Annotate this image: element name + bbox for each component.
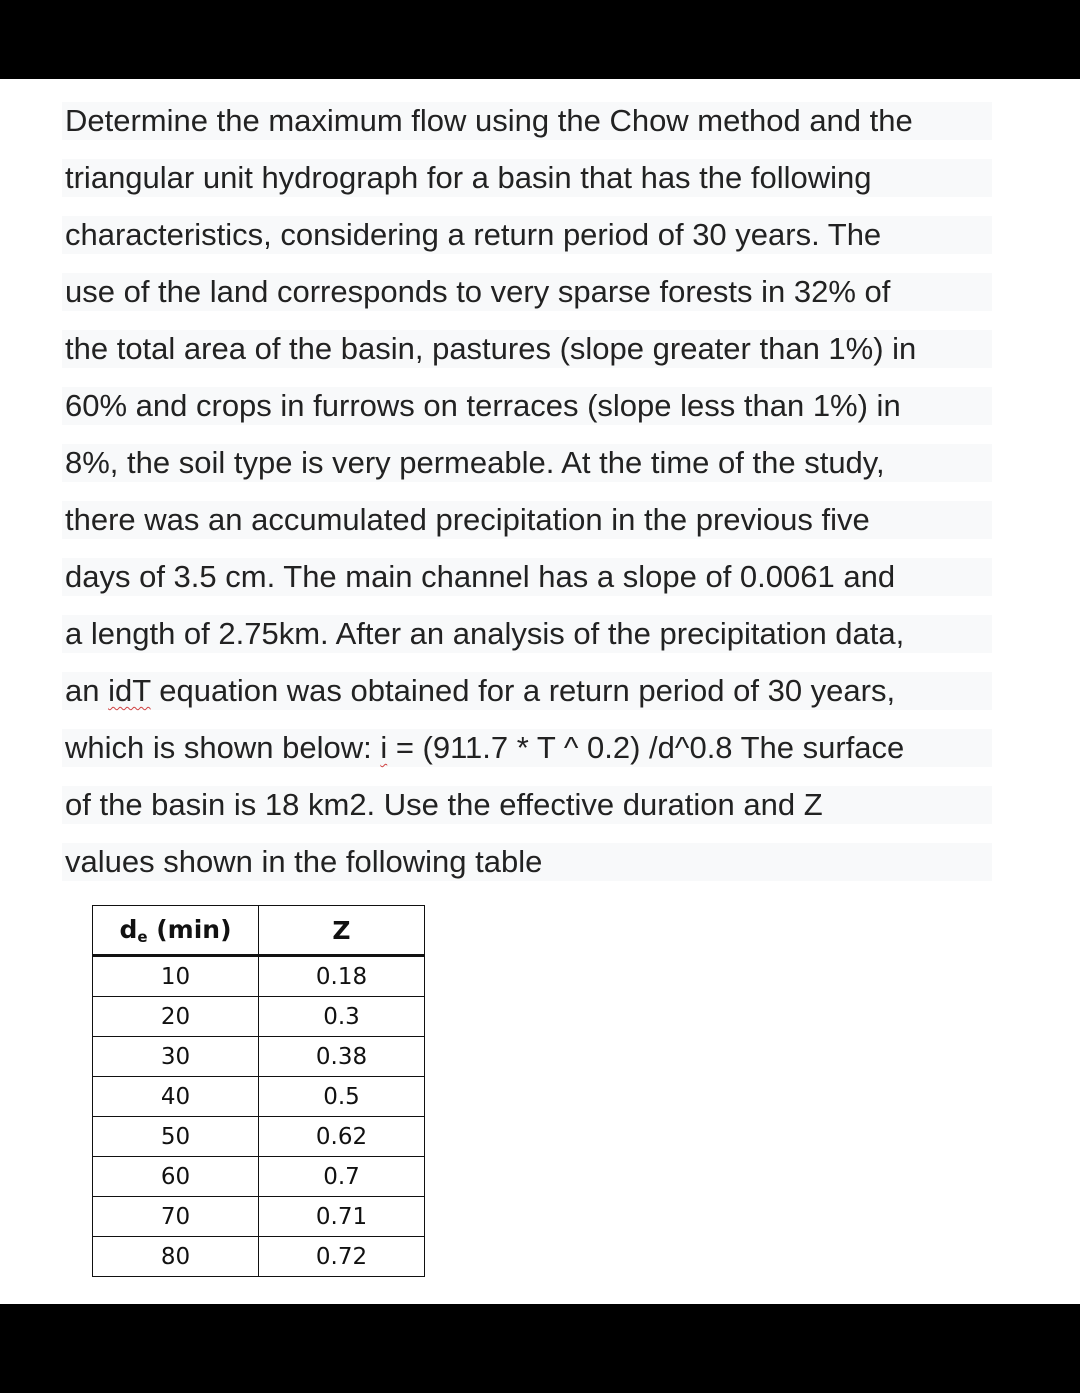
- text-line: which is shown below: i = (911.7 * T ^ 0.2) /d^0.8 The surface: [62, 728, 1002, 785]
- cell-duration: 50: [93, 1117, 259, 1157]
- cell-duration: 40: [93, 1077, 259, 1117]
- cell-z: 0.18: [259, 956, 425, 997]
- bottom-black-bar: [0, 1304, 1080, 1393]
- cell-z: 0.5: [259, 1077, 425, 1117]
- cell-z: 0.38: [259, 1037, 425, 1077]
- spellcheck-flagged-word: idT: [108, 673, 151, 708]
- table-row: [93, 1197, 425, 1237]
- text-line: the total area of the basin, pastures (slope greater than 1%) in: [62, 329, 1002, 386]
- cell-z: 0.72: [259, 1237, 425, 1277]
- cell-duration: 30: [93, 1037, 259, 1077]
- cell-duration: 80: [93, 1237, 259, 1277]
- problem-statement: [62, 101, 1002, 899]
- table-row: [93, 1157, 425, 1197]
- header-effective-duration: $d_e$ (min): [93, 906, 259, 956]
- table-row: [93, 1077, 425, 1117]
- table-row: [93, 997, 425, 1037]
- cell-duration: 20: [93, 997, 259, 1037]
- text-line: triangular unit hydrograph for a basin that has the following: [62, 158, 1002, 215]
- table-row: [93, 1237, 425, 1277]
- text-line: days of 3.5 cm. The main channel has a slope of 0.0061 and: [62, 557, 1002, 614]
- cell-z: 0.71: [259, 1197, 425, 1237]
- cell-duration: 60: [93, 1157, 259, 1197]
- table-row: [93, 1037, 425, 1077]
- cell-duration: 10: [93, 956, 259, 997]
- duration-z-table: [92, 905, 425, 1277]
- top-black-bar: [0, 0, 1080, 79]
- cell-duration: 70: [93, 1197, 259, 1237]
- header-z: Z: [259, 906, 425, 956]
- cell-z: 0.3: [259, 997, 425, 1037]
- text-line: characteristics, considering a return period of 30 years. The: [62, 215, 1002, 272]
- cell-z: 0.7: [259, 1157, 425, 1197]
- text-line: values shown in the following table: [62, 842, 1002, 899]
- cell-z: 0.62: [259, 1117, 425, 1157]
- text-line: an idT equation was obtained for a return period of 30 years,: [62, 671, 1002, 728]
- table-row: [93, 1117, 425, 1157]
- text-line: of the basin is 18 km2. Use the effective duration and Z: [62, 785, 1002, 842]
- text-line: 8%, the soil type is very permeable. At the time of the study,: [62, 443, 1002, 500]
- table-row: [93, 956, 425, 997]
- spellcheck-flagged-word: i: [380, 730, 388, 765]
- document-content: [0, 79, 1080, 1304]
- table-header-row: [93, 906, 425, 956]
- text-line: Determine the maximum flow using the Chow method and the: [62, 101, 1002, 158]
- text-line: a length of 2.75km. After an analysis of the precipitation data,: [62, 614, 1002, 671]
- text-line: 60% and crops in furrows on terraces (slope less than 1%) in: [62, 386, 1002, 443]
- text-line: there was an accumulated precipitation in the previous five: [62, 500, 1002, 557]
- text-line: use of the land corresponds to very sparse forests in 32% of: [62, 272, 1002, 329]
